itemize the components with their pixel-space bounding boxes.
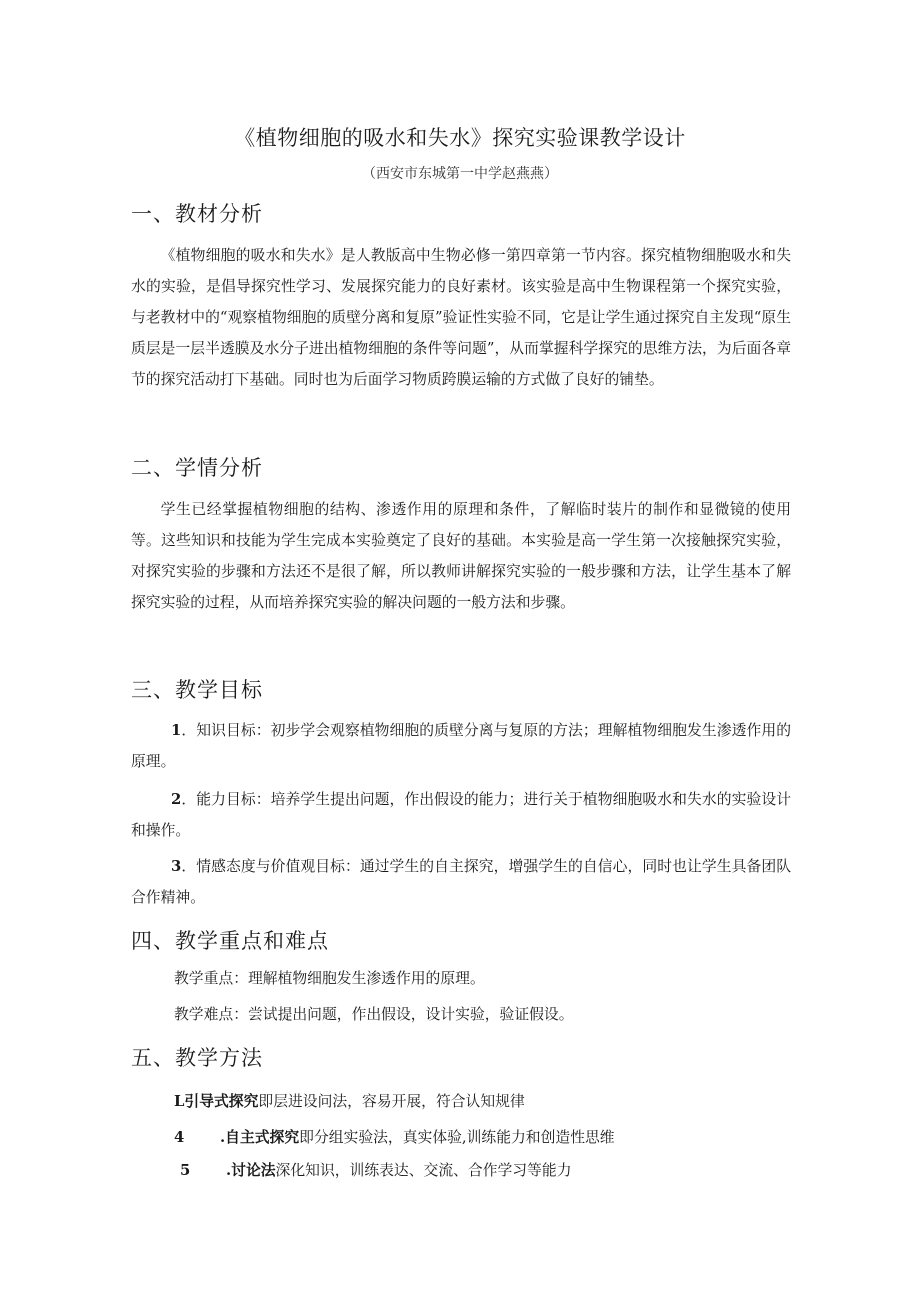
objective-number: 2 [171,791,182,808]
method-description: 即层进设问法，容易开展，符合认知规律 [258,1093,525,1110]
section-paragraph-materials: 《植物细胞的吸水和失水》是人教版高中生物必修一第四章第一节内容。探究植物细胞吸水和失水的实验，是倡导探究性学习、发展探究能力的良好素材。该实验是高中生物课程第一个探究实验，与老教材中的“观察植物细胞的质壁分离和复原”验证性实验不同，它是让学生通过探究自主发现“原生质层是一层半透膜及水分子进出植物细胞的条件等问题”，从而掌握科学探究的思维方法，为后面各章节的探究活动打下基础。同时也为后面学习物质跨膜运输的方式做了良好的铺垫。 [131,247,791,388]
objective-text: ．情感态度与价值观目标：通过学生的自主探究，增强学生的自信心，同时也让学生具备团队合作精神。 [131,858,791,906]
key-point-line: 教学重点：理解植物细胞发生渗透作用的原理。 [174,970,485,987]
objective-number: 1 [171,722,182,739]
objective-text: ．知识目标：初步学会观察植物细胞的质壁分离与复原的方法；理解植物细胞发生渗透作用的原理。 [131,722,791,770]
document-author: （西安市东城第一中学赵燕燕） [362,166,558,182]
method-number: 4 [174,1129,185,1146]
difficulty-line: 教学难点：尝试提出问题，作出假设，设计实验，验证假设。 [174,1006,574,1023]
section-heading-students: 二、学情分析 [131,456,263,480]
section-heading-key-points: 四、教学重点和难点 [131,929,329,953]
method-item-3 [180,1159,572,1180]
method-description: 即分组实验法，真实体验,训练能力和创造性思维 [299,1129,615,1146]
method-name: .自主式探究 [220,1129,300,1146]
method-item-1 [174,1090,525,1111]
objective-text: ．能力目标：培养学生提出问题，作出假设的能力；进行关于植物细胞吸水和失水的实验设计和操作。 [131,791,791,839]
method-name: .讨论法 [226,1162,276,1179]
section-paragraph-students: 学生已经掌握植物细胞的结构、渗透作用的原理和条件，了解临时装片的制作和显微镜的使用等。这些知识和技能为学生完成本实验奠定了良好的基础。本实验是高一学生第一次接触探究实验，对探究实验的步骤和方法还不是很了解，所以教师讲解探究实验的一般步骤和方法，让学生基本了解探究实验的过程，从而培养探究实验的解决问题的一般方法和步骤。 [131,501,791,611]
section-heading-objectives: 三、教学目标 [131,678,263,702]
objective-item-2 [131,784,791,846]
objective-item-1 [131,715,791,777]
method-item-2 [174,1126,615,1147]
method-name: L引导式探究 [174,1093,259,1110]
method-description: 深化知识，训练表达、交流、合作学习等能力 [275,1162,572,1179]
method-number: 5 [180,1162,191,1179]
section-heading-materials: 一、教材分析 [131,202,263,226]
objective-number: 3 [171,858,182,875]
document-title: 《植物细胞的吸水和失水》探究实验课教学设计 [234,126,686,150]
objective-item-3 [131,851,791,913]
section-heading-methods: 五、教学方法 [131,1046,263,1070]
